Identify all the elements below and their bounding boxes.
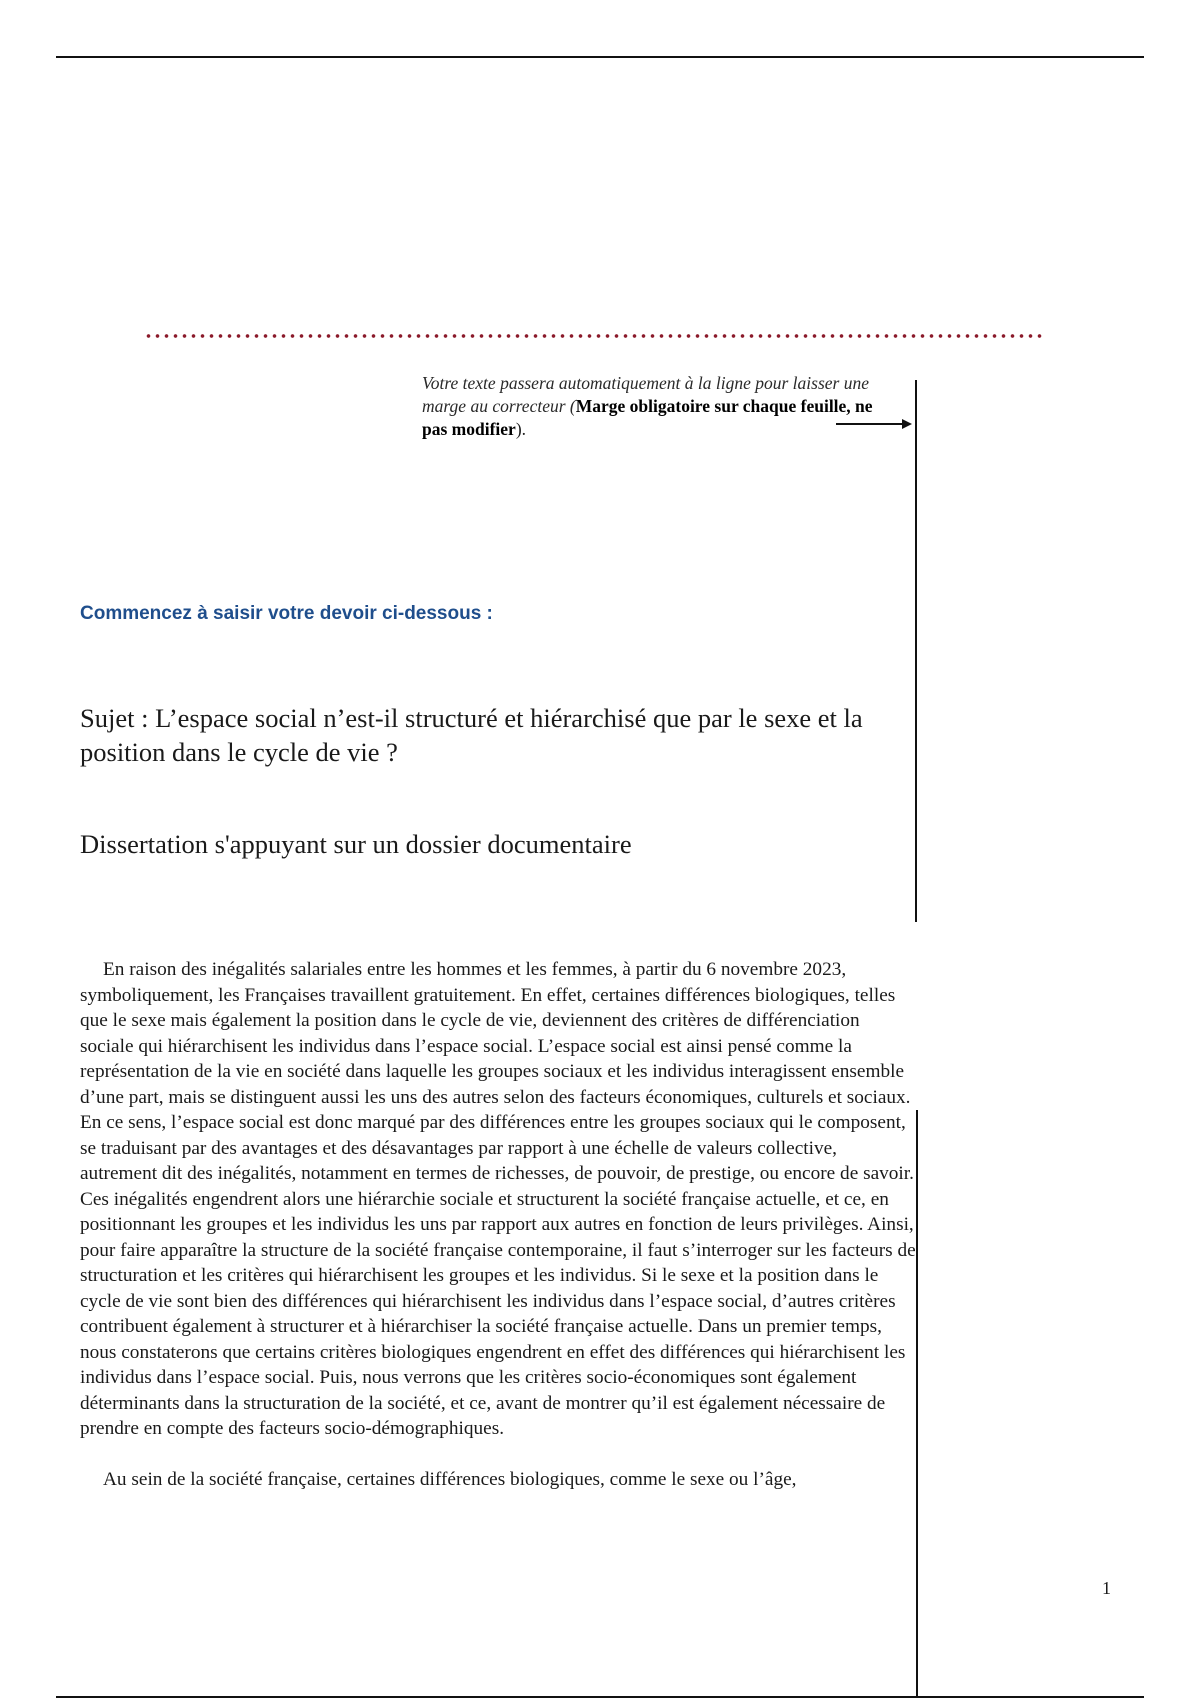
subject-title: Sujet : L’espace social n’est-il structuré et hiérarchisé que par le sexe et la position dans le cycle de vie ? (80, 703, 863, 767)
top-rule (56, 56, 1144, 58)
margin-line-upper (915, 380, 917, 922)
essay-paragraph-intro: En raison des inégalités salariales entre les hommes et les femmes, à partir du 6 novembre 2023, symboliquement, les Françaises travaillent gratuitement. En effet, certaines différences biologiques, telles que le sexe mais également la position dans le cycle de vie, deviennent des critères de différenciation sociale qui hiérarchisent les individus dans l’espace social. L’espace social est ainsi pensé comme la représentation de la vie en société dans laquelle les groupes sociaux et les individus interagissent ensemble d’une part, mais se distinguent aussi les uns des autres selon des facteurs économiques, culturels et sociaux. En ce sens, l’espace social est donc marqué par des différences entre les groupes sociaux qui le composent, se traduisant par des avantages et des désavantages par rapport à une échelle de valeurs collective, autrement dit des inégalités, notamment en termes de richesses, de pouvoir, de prestige, ou encore de savoir. Ces inégalités engendrent alors une hiérarchie sociale et structurent la société française actuelle, et ce, en positionnant les groupes et les individus les uns par rapport aux autres en fonction de leurs privilèges. Ainsi, pour faire apparaître la structure de la société française contemporaine, il faut s’interroger sur les facteurs de structuration et les critères qui hiérarchisent les groupes et les individus. Si le sexe et la position dans le cycle de vie sont bien des différences qui hiérarchisent les individus dans l’espace social, d’autres critères contribuent également à structurer et à hiérarchiser la société française actuelle. Dans un premier temps, nous constaterons que certains critères biologiques engendrent en effet des différences qui hiérarchisent les individus dans l’espace social. Puis, nous verrons que les critères socio-économiques sont également déterminants dans la structuration de la société, et ce, avant de montrer qu’il est également nécessaire de prendre en compte des facteurs socio-démographiques. (80, 959, 916, 1439)
essay-body (80, 957, 916, 1492)
bottom-rule (56, 1696, 1144, 1698)
margin-note (422, 372, 892, 441)
instruction-heading: Commencez à saisir votre devoir ci-dessous : (80, 603, 493, 624)
page-number: 1 (1102, 1578, 1111, 1598)
essay-paragraph-start: Au sein de la société française, certaines différences biologiques, comme le sexe ou l’âge, (103, 1468, 797, 1490)
decorative-dotted-separator (144, 334, 1046, 338)
right-arrow-icon (836, 419, 912, 429)
margin-note-italic: Votre texte passera automatiquement à la ligne pour laisser une marge au correcteur ( (422, 373, 870, 416)
margin-line-lower (916, 1110, 918, 1698)
margin-note-end: ). (515, 419, 527, 439)
margin-note-bold: Marge obligatoire sur chaque feuille, ne pas modifier (422, 396, 873, 439)
assignment-type: Dissertation s'appuyant sur un dossier documentaire (80, 829, 632, 859)
